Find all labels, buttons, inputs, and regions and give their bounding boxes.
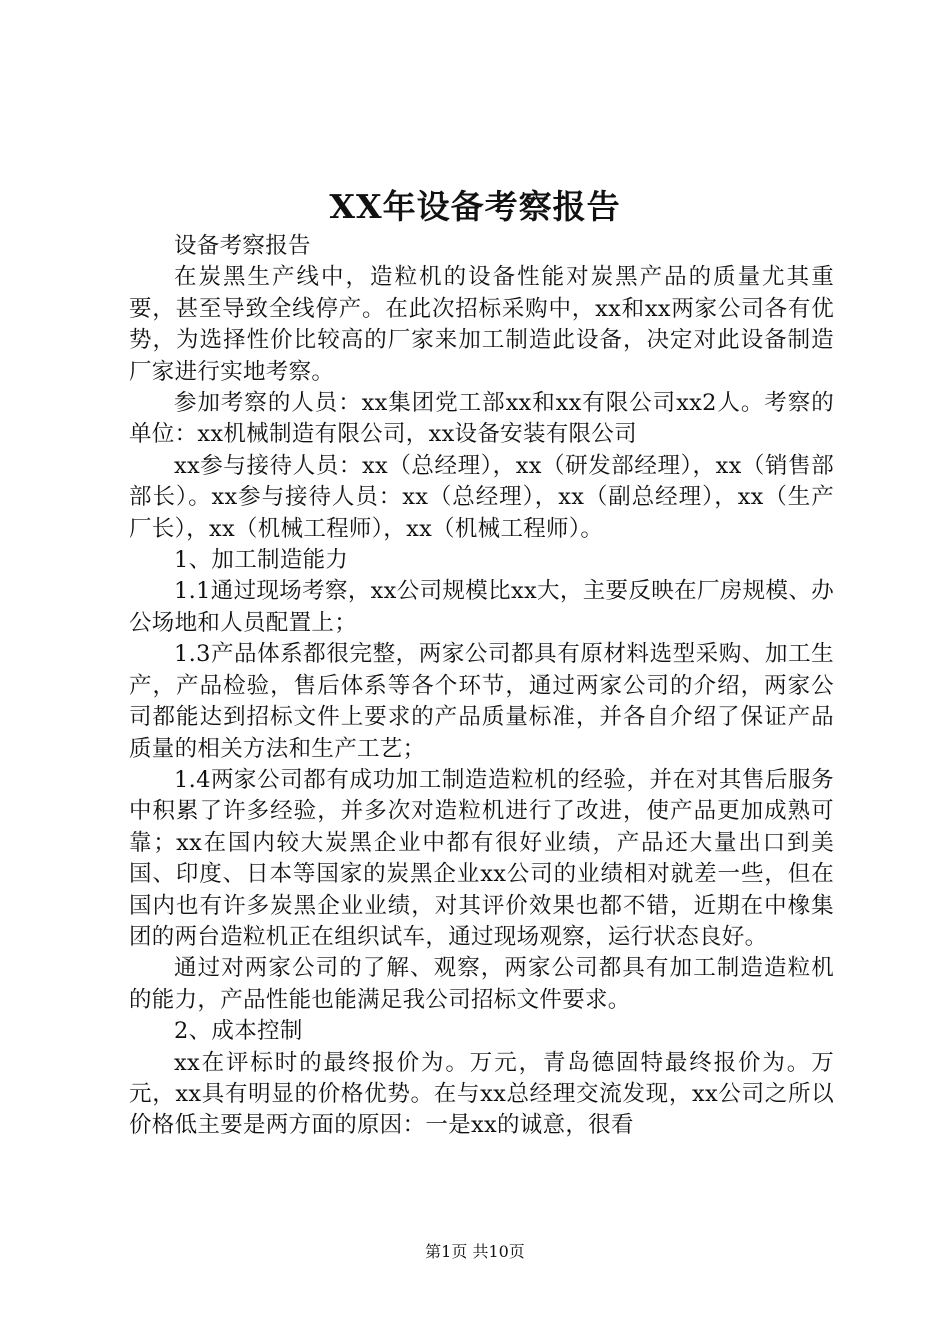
page-footer: 第1页 共10页 [425,1242,525,1261]
document-title: XX年设备考察报告 [329,187,621,226]
paragraph-participants: 参加考察的人员：xx集团党工部xx和xx有限公司xx2人。考察的单位：xx机械制造有限公司，xx设备安装有限公司 [129,390,834,448]
paragraph-1-3: 1.3产品体系都很完整，两家公司都具有原材料选型采购、加工生产，产品检验，售后体系等各个环节，通过两家公司的介绍，两家公司都能达到招标文件上要求的产品质量标准，并各自介绍了保证产品质量的相关方法和生产工艺； [129,641,834,762]
paragraph-subtitle: 设备考察报告 [174,233,311,259]
paragraph-intro: 在炭黑生产线中，造粒机的设备性能对炭黑产品的质量尤其重要，甚至导致全线停产。在此次招标采购中，xx和xx两家公司各有优势，为选择性价比较高的厂家来加工制造此设备，决定对此设备制造厂家进行实地考察。 [129,264,834,385]
paragraph-cost: xx在评标时的最终报价为。万元，青岛德固特最终报价为。万元，xx具有明显的价格优势。在与xx总经理交流发现，xx公司之所以价格低主要是两方面的原因：一是xx的诚意，很看 [129,1049,834,1139]
section-heading-cost: 2、成本控制 [174,1018,303,1045]
paragraph-reception: xx参与接待人员：xx（总经理），xx（研发部经理），xx（销售部部长）。xx参与接待人员：xx（总经理），xx（副总经理），xx（生产厂长），xx（机械工程师），xx（机械工程师）。 [129,452,834,542]
paragraph-capability-summary: 通过对两家公司的了解、观察，两家公司都具有加工制造造粒机的能力，产品性能也能满足我公司招标文件要求。 [129,955,834,1013]
section-heading-capability: 1、加工制造能力 [174,547,349,574]
document-body [129,231,834,1142]
paragraph-1-1: 1.1通过现场考察，xx公司规模比xx大，主要反映在厂房规模、办公场地和人员配置上； [129,578,834,636]
paragraph-1-4: 1.4两家公司都有成功加工制造造粒机的经验，并在对其售后服务中积累了许多经验，并多次对造粒机进行了改进，使产品更加成熟可靠；xx在国内较大炭黑企业中都有很好业绩，产品还大量出口到美国、印度、日本等国家的炭黑企业xx公司的业绩相对就差一些，但在国内也有许多炭黑企业业绩，对其评价效果也都不错，近期在中橡集团的两台造粒机正在组织试车，通过现场观察，运行状态良好。 [129,766,834,950]
